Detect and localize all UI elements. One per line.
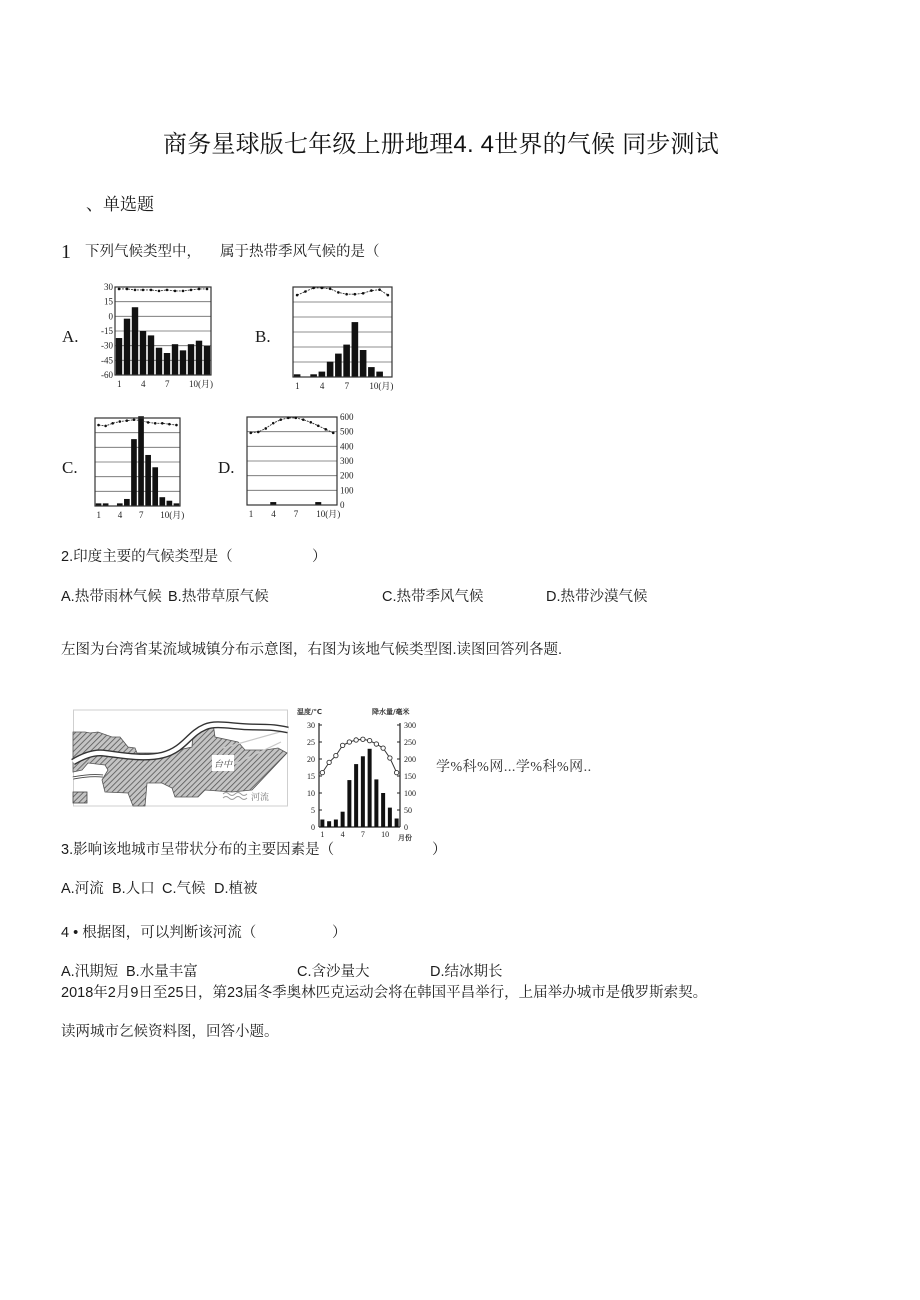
option-b-label: B. — [255, 327, 271, 346]
y-tick-label: 0 — [108, 311, 113, 322]
temperature-point — [394, 770, 398, 774]
precipitation-tick-label: 250 — [404, 738, 416, 747]
temperature-point — [354, 293, 357, 296]
month-tick-label: 10 — [381, 830, 390, 839]
x-tick-label: 10(月) — [189, 379, 213, 389]
temperature-point — [332, 432, 335, 435]
temperature-point — [340, 743, 344, 747]
precipitation-tick-label: 150 — [404, 772, 416, 781]
temperature-point — [134, 289, 137, 292]
x-tick-label: 10(月) — [316, 509, 341, 519]
precipitation-bar — [360, 350, 367, 377]
temperature-point — [304, 290, 307, 293]
temperature-line — [119, 289, 207, 291]
precipitation-bar — [196, 341, 202, 375]
question-2-close-paren: ） — [312, 549, 327, 565]
question-4-option-d: D.结冰期长 — [430, 964, 503, 980]
precipitation-bar — [368, 367, 375, 377]
precipitation-bar — [352, 322, 359, 377]
precipitation-bar — [172, 344, 178, 375]
precipitation-bar — [145, 455, 151, 506]
temperature-point — [361, 737, 365, 741]
y-tick-label: -45 — [101, 355, 113, 366]
temperature-point — [347, 740, 351, 744]
precipitation-bar — [343, 345, 350, 377]
precipitation-bar — [124, 499, 130, 506]
temperature-point — [374, 742, 378, 746]
temperature-point — [175, 424, 178, 427]
temperature-point — [354, 738, 358, 742]
climate-chart-d — [242, 411, 368, 523]
precipitation-bar — [347, 780, 351, 827]
temperature-point — [294, 417, 297, 420]
y-tick-label: 15 — [104, 296, 113, 307]
question-3-stem: 3.影响该地城市呈带状分布的主要因素是（ — [61, 842, 335, 858]
x-tick-label: 1 — [248, 509, 254, 519]
y-tick-label: 500 — [340, 426, 354, 437]
y-tick-label: 300 — [340, 456, 354, 466]
temperature-point — [182, 290, 185, 293]
precipitation-tick-label: 100 — [404, 789, 416, 798]
precipitation-bar — [327, 362, 334, 377]
temperature-point — [142, 289, 145, 292]
legend-river-label: 河流 — [251, 792, 270, 802]
temperature-point — [320, 770, 324, 774]
temperature-point — [174, 290, 177, 293]
precipitation-bar — [140, 331, 146, 375]
y-tick-label: -60 — [101, 370, 113, 380]
x-tick-label: 1 — [295, 381, 300, 391]
precipitation-bar — [368, 749, 372, 827]
temperature-point — [381, 746, 385, 750]
temperature-point — [111, 422, 114, 425]
climate-chart-a — [86, 283, 216, 395]
temperature-axis-title: 温度/℃ — [297, 708, 323, 716]
question-4-close-paren: ） — [332, 925, 347, 941]
precipitation-tick-label: 50 — [404, 806, 412, 815]
temperature-point — [190, 289, 193, 292]
temperature-point — [154, 422, 157, 425]
question-4-option-b: B.水量丰富 — [126, 964, 198, 980]
temperature-point — [158, 290, 161, 293]
precipitation-bar — [335, 354, 342, 377]
temperature-tick-label: 20 — [307, 755, 315, 764]
precipitation-bar — [132, 307, 138, 375]
precipitation-bar — [204, 346, 210, 375]
question-3-option-c: C.气候 — [162, 881, 206, 897]
temperature-point — [97, 424, 100, 427]
precipitation-tick-label: 300 — [404, 721, 416, 730]
precipitation-bar — [159, 497, 165, 506]
temperature-point — [324, 428, 327, 431]
precipitation-bar — [388, 808, 392, 827]
question-4-stem: 4 • 根据图，可以判断该河流（ — [61, 925, 257, 941]
month-tick-label: 7 — [360, 830, 365, 839]
precipitation-bar — [354, 764, 358, 827]
option-d-label: D. — [218, 458, 235, 477]
precipitation-bar — [334, 820, 338, 827]
temperature-point — [198, 288, 201, 291]
x-tick-label: 4 — [141, 379, 146, 389]
question-1-number: 1 — [61, 241, 71, 263]
precipitation-bar — [341, 812, 345, 827]
precipitation-bar — [124, 319, 130, 375]
question-3-option-a: A.河流 — [61, 881, 104, 897]
x-tick-label: 7 — [165, 379, 170, 389]
precipitation-bar — [138, 416, 144, 506]
x-tick-label: 10(月) — [160, 510, 185, 520]
x-axis-title: 月份 — [398, 834, 412, 842]
month-tick-label: 4 — [340, 830, 345, 839]
temperature-point — [118, 288, 121, 291]
watermark-text: 学%科%网...学%科%网.. — [436, 760, 592, 775]
precipitation-bar — [164, 353, 170, 375]
y-tick-label: 600 — [340, 412, 354, 422]
section-heading: 、单选题 — [86, 195, 154, 214]
question-2-option-d: D.热带沙漠气候 — [546, 589, 648, 605]
temperature-point — [302, 418, 305, 421]
question-3-close-paren: ） — [432, 842, 447, 858]
option-c-label: C. — [62, 458, 78, 477]
precipitation-bar — [131, 439, 137, 506]
question-1-stem-part1: 下列气候类型中， — [85, 244, 201, 260]
temperature-point — [387, 294, 390, 297]
road-line — [223, 730, 287, 748]
x-tick-label: 1 — [117, 379, 122, 389]
question-3-option-b: B.人口 — [112, 881, 155, 897]
precipitation-bar — [167, 501, 173, 506]
temperature-point — [133, 418, 136, 421]
temperature-point — [272, 422, 275, 425]
precipitation-tick-label: 200 — [404, 755, 416, 764]
temperature-point — [279, 418, 282, 421]
precipitation-axis-title: 降水量/毫米 — [372, 708, 410, 716]
precipitation-bar — [152, 467, 158, 506]
precipitation-bar — [381, 793, 385, 827]
temperature-point — [362, 292, 365, 295]
y-tick-label: -30 — [101, 340, 113, 351]
x-tick-label: 7 — [139, 510, 144, 520]
passage-olympics: 2018年2月9日至25日，第23届冬季奥林匹克运动会将在韩国平昌举行，上届举办城市是俄罗斯索契。 — [61, 985, 708, 1001]
page-title: 商务星球版七年级上册地理4. 4世界的气候 同步测试 — [163, 131, 719, 158]
x-tick-label: 4 — [271, 509, 276, 519]
question-2-option-c: C.热带季风气候 — [382, 589, 484, 605]
precipitation-bar — [320, 820, 324, 827]
temperature-point — [118, 420, 121, 423]
legend-river-symbol — [223, 793, 247, 800]
temperature-point — [309, 421, 312, 424]
temperature-point — [334, 753, 338, 757]
precipitation-bar — [148, 335, 154, 375]
temperature-point — [345, 293, 348, 296]
temperature-point — [312, 287, 315, 290]
precipitation-bar — [116, 338, 122, 375]
precipitation-bar — [188, 344, 194, 375]
map-label: 台中 — [214, 759, 233, 769]
temperature-tick-label: 30 — [307, 721, 315, 730]
temperature-point — [257, 431, 260, 434]
temperature-point — [264, 427, 267, 430]
temperature-point — [126, 288, 129, 291]
temperature-point — [166, 289, 169, 292]
climate-chart-b — [288, 283, 400, 395]
precipitation-bar — [395, 819, 399, 828]
precipitation-bar — [180, 350, 186, 375]
passage-two-cities: 读两城市乞候资料图，回答小题。 — [61, 1024, 279, 1040]
precipitation-bar — [374, 779, 378, 827]
question-2-option-a: A.热带雨林气候 — [61, 589, 162, 605]
temperature-point — [388, 756, 392, 760]
option-a-label: A. — [62, 327, 79, 346]
y-tick-label: 400 — [340, 441, 354, 452]
x-tick-label: 10(月) — [369, 381, 394, 391]
temperature-point — [317, 425, 320, 428]
temperature-point — [321, 287, 324, 290]
temperature-point — [126, 419, 129, 422]
precipitation-tick-label: 0 — [404, 823, 408, 832]
question-4-option-a: A.汛期短 — [61, 964, 119, 980]
precipitation-bar — [327, 821, 331, 827]
temperature-point — [150, 289, 153, 292]
precipitation-bar — [376, 372, 383, 377]
x-tick-label: 4 — [319, 381, 325, 391]
temperature-point — [206, 288, 209, 291]
question-2-stem: 2.印度主要的气候类型是（ — [61, 549, 233, 565]
question-3-option-d: D.植被 — [214, 881, 258, 897]
month-tick-label: 1 — [320, 830, 325, 839]
x-tick-label: 1 — [96, 510, 102, 520]
town-distribution-map — [73, 706, 289, 810]
precipitation-bar — [156, 348, 162, 375]
temperature-point — [378, 288, 381, 291]
x-tick-label: 7 — [293, 509, 299, 519]
temperature-point — [367, 738, 371, 742]
temperature-tick-label: 10 — [307, 789, 315, 798]
temperature-point — [370, 289, 373, 292]
x-tick-label: 7 — [344, 381, 350, 391]
y-tick-label: 200 — [340, 470, 354, 481]
temperature-tick-label: 25 — [307, 738, 315, 747]
question-4-option-c: C.含沙量大 — [297, 964, 370, 980]
y-tick-label: 100 — [340, 485, 354, 496]
y-tick-label: -15 — [101, 326, 113, 336]
passage-taiwan: 左图为台湾省某流域城镇分布示意图，右图为该地气候类型图.读图回答列各题. — [61, 642, 563, 658]
temperature-line — [251, 418, 334, 433]
precipitation-bar — [361, 756, 365, 827]
temperature-point — [104, 425, 107, 428]
precipitation-bar — [319, 372, 326, 377]
temperature-point — [168, 423, 171, 426]
climate-chart-c — [90, 412, 186, 524]
temperature-point — [249, 432, 252, 435]
temperature-tick-label: 5 — [311, 806, 315, 815]
temperature-point — [329, 288, 332, 291]
temperature-point — [337, 291, 340, 294]
temperature-point — [140, 419, 143, 422]
question-2-option-b: B.热带草原气候 — [168, 589, 269, 605]
legend-town-symbol — [73, 792, 87, 803]
temperature-tick-label: 15 — [307, 772, 315, 781]
y-tick-label: 30 — [104, 282, 113, 292]
temperature-point — [327, 760, 331, 764]
temperature-tick-label: 0 — [311, 823, 315, 832]
y-tick-label: 0 — [340, 500, 345, 510]
temperature-line — [99, 420, 177, 426]
x-tick-label: 4 — [117, 510, 123, 520]
taiwan-climate-chart — [290, 704, 430, 846]
temperature-point — [287, 417, 290, 420]
temperature-line — [297, 288, 388, 295]
temperature-point — [147, 421, 150, 424]
temperature-point — [161, 422, 164, 425]
question-1-stem-part2: 属于热带季风气候的是（ — [220, 244, 380, 260]
temperature-point — [296, 294, 299, 297]
